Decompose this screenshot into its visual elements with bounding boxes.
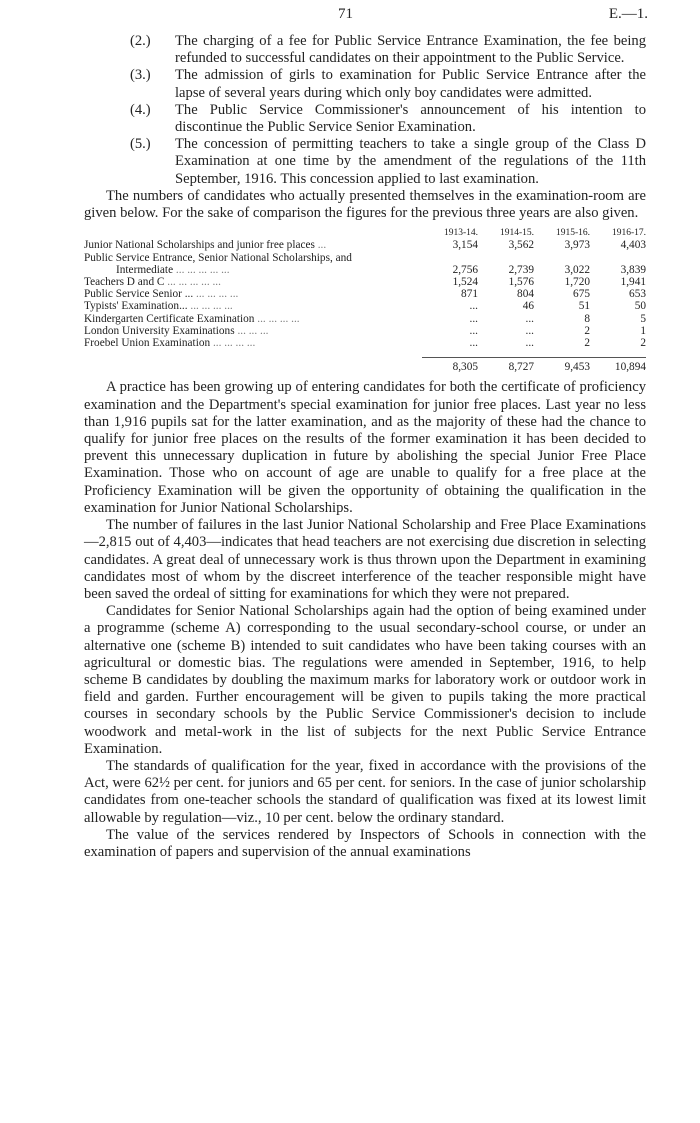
- row-label: [84, 288, 422, 300]
- leader-dots: ...: [317, 239, 327, 252]
- body-paragraphs: [84, 379, 646, 861]
- table-cell: 2: [584, 337, 590, 350]
- table-cell: 5: [640, 312, 646, 325]
- table-header-row: [84, 227, 646, 239]
- row-label: [84, 252, 422, 264]
- table-cell: 871: [461, 288, 478, 301]
- table-cell: [478, 252, 534, 264]
- row-label: [84, 337, 422, 349]
- list-item: [84, 136, 646, 188]
- table-cell: 51: [578, 300, 590, 313]
- rule-line: [422, 349, 478, 358]
- numbered-list: [84, 33, 646, 188]
- list-number: (4.): [130, 101, 151, 118]
- table-cell: 1,576: [508, 276, 534, 289]
- table-cell: [590, 252, 646, 264]
- row-label-text: Typists' Examination...: [84, 300, 188, 313]
- total-cell: 8,727: [508, 361, 534, 374]
- list-text: The charging of a fee for Public Service Entrance Examination, the fee being refunded to successful candidates on their appointment to the Public Service.: [175, 33, 646, 67]
- row-label-text: London University Examinations: [84, 324, 235, 337]
- table-cell: 2: [640, 337, 646, 350]
- table-cell: 675: [573, 288, 590, 301]
- table-cell: [422, 252, 478, 264]
- table-cell: 50: [634, 300, 646, 313]
- table-cell: 3,839: [620, 263, 646, 276]
- table-cell: 2: [584, 324, 590, 337]
- table-cell: 46: [522, 300, 534, 313]
- intro-paragraph: The numbers of candidates who actually presented themselves in the examination-room are given below. For the sake of comparison the figures for the previous three years are also given.: [84, 187, 646, 222]
- list-number: (3.): [130, 67, 151, 84]
- page-body: [84, 33, 646, 861]
- list-text: The concession of permitting teachers to take a single group of the Class D Examination at one time by the amendment of the regulations of the 11th September, 1916. This concession applied to last examination.: [175, 136, 646, 187]
- table-cell: 3,973: [564, 239, 590, 252]
- table-cell: 1,941: [620, 276, 646, 289]
- list-item: [84, 67, 646, 101]
- row-label: [84, 264, 422, 276]
- table-row: [84, 288, 646, 300]
- row-label: [84, 313, 422, 325]
- row-label-text: Junior National Scholarships and junior free places: [84, 239, 315, 252]
- body-paragraph: Candidates for Senior National Scholarships again had the option of being examined under a programme (scheme A) corresponding to the usual secondary-school course, or under an alternative one (scheme B) intended to suit candidates who have been taking courses with an agricultural or domestic bias. The regulations were amended in September, 1916, to help scheme B candidates by doubling the maximum marks for laboratory work or outdoor work in field and garden. Further encouragement will be given to pupils taking the more practical courses in secondary schools by the Public Service Commissioner's decision to include woodwork and metal-work in the list of subjects for the next Public Service Entrance Examination.: [84, 603, 646, 757]
- list-item: [84, 33, 646, 67]
- leader-dots: ... ... ... ...: [196, 288, 239, 301]
- table-cell: 1,524: [452, 276, 478, 289]
- table-cell: 804: [517, 288, 534, 301]
- row-label: [84, 239, 422, 251]
- column-header: 1914-15.: [499, 228, 534, 239]
- table-cell: 4,403: [620, 239, 646, 252]
- row-label-text: Public Service Senior ...: [84, 288, 194, 301]
- leader-dots: ... ... ... ... ...: [175, 263, 230, 276]
- column-header: 1913-14.: [443, 228, 478, 239]
- table-row: [84, 239, 646, 251]
- table-cell: 3,022: [564, 263, 590, 276]
- table-cell: 2,756: [452, 263, 478, 276]
- row-label-text: Teachers D and C: [84, 276, 165, 289]
- leader-dots: ... ... ... ...: [212, 337, 256, 350]
- list-item: [84, 102, 646, 136]
- row-label: [84, 325, 422, 337]
- candidates-table: [84, 227, 646, 373]
- rule-line: [590, 349, 646, 358]
- column-header: 1915-16.: [555, 228, 590, 239]
- table-cell: 3,562: [508, 239, 534, 252]
- total-cell: 9,453: [564, 361, 590, 374]
- table-cell: 1: [640, 324, 646, 337]
- leader-dots: ... ... ... ...: [257, 312, 300, 325]
- table-cell: 2,739: [508, 263, 534, 276]
- table-row: [84, 300, 646, 312]
- table-cell: ...: [469, 300, 478, 313]
- page-header: [0, 6, 700, 26]
- table-cell: ...: [469, 324, 478, 337]
- row-label-text: Public Service Entrance, Senior National Scholarships, and: [84, 251, 352, 264]
- leader-dots: ... ... ... ... ...: [167, 276, 221, 289]
- row-label-text: Froebel Union Examination: [84, 337, 211, 350]
- row-label: [84, 276, 422, 288]
- list-number: (2.): [130, 33, 151, 49]
- body-paragraph: A practice has been growing up of entering candidates for both the certificate of proficiency examination and the Department's special examination for junior free places. Last year no less than 1,916 pupils sat for the latter examination, and as the majority of these had the chance to qualify for junior free places on the results of the former examination it has been decided to prevent this unnecessary duplication in future by abolishing the special Junior Free Place Examination. Those who on account of age are unable to qualify for a free place at the Proficiency Examination will be given the opportunity of obtaining the qualification in the examination for Junior National Scholarships.: [84, 379, 646, 516]
- row-label-text: Kindergarten Certificate Examination: [84, 312, 255, 325]
- page-number: 71: [338, 6, 353, 22]
- table-cell: 653: [629, 288, 646, 301]
- table-cell: ...: [525, 312, 534, 325]
- list-text: The Public Service Commissioner's announcement of his intention to discontinue the Public Service Senior Examination.: [175, 101, 646, 136]
- row-label-text: Intermediate: [116, 263, 174, 276]
- table-cell: [534, 252, 590, 264]
- table-cell: 1,720: [564, 276, 590, 289]
- table-row: [84, 264, 646, 276]
- leader-dots: ... ... ...: [237, 324, 269, 337]
- table-row: [84, 276, 646, 288]
- body-paragraph: The standards of qualification for the year, fixed in accordance with the provisions of the Act, were 62½ per cent. for juniors and 65 per cent. for seniors. In the case of junior scholarship candidates from one-teacher schools the standard of qualification was fixed at its lowest limit allowable by regulation—viz., 10 per cent. below the ordinary standard.: [84, 757, 646, 826]
- list-text: The admission of girls to examination for Public Service Entrance after the lapse of several years during which only boy candidates were admitted.: [175, 67, 646, 101]
- document-reference: E.—1.: [608, 6, 648, 22]
- rule-line: [534, 349, 590, 358]
- total-cell: 8,305: [452, 361, 478, 374]
- table-cell: ...: [525, 337, 534, 350]
- table-row: [84, 252, 646, 264]
- table-cell: 3,154: [452, 239, 478, 252]
- rule-line: [478, 349, 534, 358]
- total-cell: 10,894: [614, 361, 646, 374]
- row-label: [84, 300, 422, 312]
- leader-dots: ... ... ... ...: [190, 300, 233, 313]
- total-rule: [84, 349, 646, 358]
- table-cell: ...: [469, 312, 478, 325]
- list-number: (5.): [130, 136, 151, 153]
- body-paragraph: The number of failures in the last Junior National Scholarship and Free Place Examinations—2,815 out of 4,403—indicates that head teachers are not exercising due discretion in selecting candidates. A great deal of unnecessary work is thus thrown upon the Department in examining candidates most of whom by the discreet interference of the teacher responsible might have been saved the ordeal of sitting for examinations for which they were not prepared.: [84, 517, 646, 602]
- table-row: [84, 337, 646, 349]
- column-header: 1916-17.: [611, 228, 646, 239]
- table-cell: 8: [584, 312, 590, 325]
- table-row: [84, 313, 646, 325]
- table-row: [84, 325, 646, 337]
- totals-row: [84, 358, 646, 374]
- table-cell: ...: [525, 324, 534, 337]
- table-cell: ...: [469, 337, 478, 350]
- body-paragraph: The value of the services rendered by Inspectors of Schools in connection with the examination of papers and supervision of the annual examinations: [84, 826, 646, 860]
